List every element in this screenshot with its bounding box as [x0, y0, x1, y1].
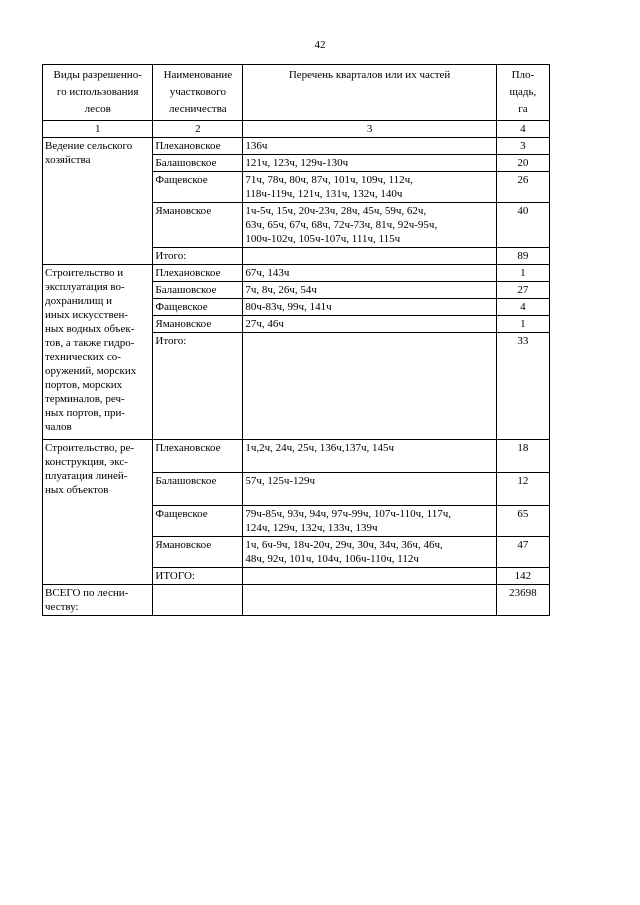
header-use: Виды разрешенно- го использования лесов [43, 65, 153, 121]
column-number: 4 [496, 121, 549, 138]
forestry-cell: Плехановское [153, 265, 243, 282]
area-cell: 4 [496, 299, 549, 316]
table-row [43, 440, 550, 473]
table-row [43, 138, 550, 155]
column-number-row [43, 121, 550, 138]
empty-cell [153, 585, 243, 616]
area-cell: 1 [496, 316, 549, 333]
column-number: 1 [43, 121, 153, 138]
forestry-cell: Плехановское [153, 138, 243, 155]
area-cell: 3 [496, 138, 549, 155]
forestry-cell: Ямановское [153, 316, 243, 333]
area-cell: 65 [496, 506, 549, 537]
quarters-cell [243, 568, 497, 585]
grand-total-row [43, 585, 550, 616]
forestry-cell: Балашовское [153, 473, 243, 506]
subtotal-label: ИТОГО: [153, 568, 243, 585]
forestry-cell: Балашовское [153, 155, 243, 172]
subtotal-area: 33 [496, 333, 549, 440]
use-type-cell: Ведение сельского хозяйства [43, 138, 153, 265]
quarters-cell: 80ч-83ч, 99ч, 141ч [243, 299, 497, 316]
quarters-cell: 79ч-85ч, 93ч, 94ч, 97ч-99ч, 107ч-110ч, 117ч, 124ч, 129ч, 132ч, 133ч, 139ч [243, 506, 497, 537]
area-cell: 12 [496, 473, 549, 506]
subtotal-area: 89 [496, 248, 549, 265]
quarters-cell: 1ч, 6ч-9ч, 18ч-20ч, 29ч, 30ч, 34ч, 36ч, 46ч, 48ч, 92ч, 101ч, 104ч, 106ч-110ч, 112ч [243, 537, 497, 568]
quarters-cell: 7ч, 8ч, 26ч, 54ч [243, 282, 497, 299]
subtotal-label: Итого: [153, 333, 243, 440]
area-cell: 1 [496, 265, 549, 282]
table-row [43, 265, 550, 282]
use-type-cell: Строительство, ре- конструкция, экс- плуатация линей- ных объектов [43, 440, 153, 585]
quarters-cell: 136ч [243, 138, 497, 155]
subtotal-label: Итого: [153, 248, 243, 265]
area-cell: 40 [496, 203, 549, 248]
subtotal-area: 142 [496, 568, 549, 585]
forestry-cell: Ямановское [153, 537, 243, 568]
empty-cell [243, 585, 497, 616]
area-cell: 26 [496, 172, 549, 203]
forest-use-table [42, 64, 550, 616]
header-quarters: Перечень кварталов или их частей [243, 65, 497, 121]
header-area: Пло- щадь, га [496, 65, 549, 121]
forestry-cell: Ямановское [153, 203, 243, 248]
grand-total-label: ВСЕГО по лесни- честву: [43, 585, 153, 616]
page-number: 42 [314, 39, 326, 51]
quarters-cell: 27ч, 46ч [243, 316, 497, 333]
quarters-cell: 121ч, 123ч, 129ч-130ч [243, 155, 497, 172]
area-cell: 47 [496, 537, 549, 568]
header-row [43, 65, 550, 121]
forestry-cell: Фащевское [153, 506, 243, 537]
forestry-cell: Балашовское [153, 282, 243, 299]
quarters-cell: 71ч, 78ч, 80ч, 87ч, 101ч, 109ч, 112ч, 118ч-119ч, 121ч, 131ч, 132ч, 140ч [243, 172, 497, 203]
area-cell: 20 [496, 155, 549, 172]
forestry-cell: Фащевское [153, 172, 243, 203]
quarters-cell: 67ч, 143ч [243, 265, 497, 282]
quarters-cell: 1ч,2ч, 24ч, 25ч, 136ч,137ч, 145ч [243, 440, 497, 473]
grand-total-area: 23698 [496, 585, 549, 616]
forestry-cell: Фащевское [153, 299, 243, 316]
column-number: 3 [243, 121, 497, 138]
forestry-cell: Плехановское [153, 440, 243, 473]
use-type-cell: Строительство и эксплуатация во- дохранилищ и иных искусствен- ных водных объек- тов, а также гидро- технических со- оружений, морских портов, морских терминалов, реч- ных портов, при- чалов [43, 265, 153, 440]
area-cell: 18 [496, 440, 549, 473]
quarters-cell [243, 333, 497, 440]
column-number: 2 [153, 121, 243, 138]
quarters-cell: 57ч, 125ч-129ч [243, 473, 497, 506]
quarters-cell: 1ч-5ч, 15ч, 20ч-23ч, 28ч, 45ч, 59ч, 62ч, 63ч, 65ч, 67ч, 68ч, 72ч-73ч, 81ч, 92ч-95ч, 100ч-102ч, 105ч-107ч, 111ч, 115ч [243, 203, 497, 248]
area-cell: 27 [496, 282, 549, 299]
header-forestry: Наименование участкового лесничества [153, 65, 243, 121]
quarters-cell [243, 248, 497, 265]
